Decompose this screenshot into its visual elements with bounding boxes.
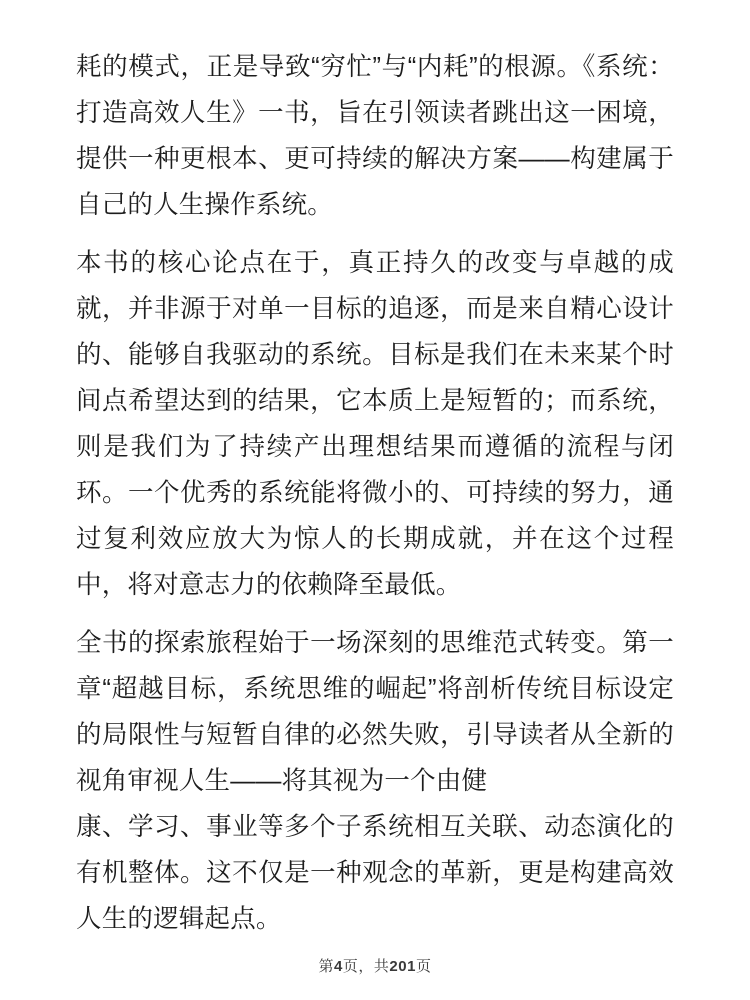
footer-current-page: 4 (334, 958, 343, 975)
footer-total-pages: 201 (389, 958, 416, 975)
paragraph-3: 全书的探索旅程始于一场深刻的思维范式转变。第一章“超越目标，系统思维的崛起”将剖析传统目标设定的局限性与短暂自律的必然失败，引导读者从全新的视角审视人生——将其视为一个由健 (76, 629, 674, 795)
footer-suffix: 页 (415, 958, 432, 975)
paragraph-2: 本书的核心论点在于，真正持久的改变与卓越的成就，并非源于对单一目标的追逐，而是来自精心设计的、能够自我驱动的系统。目标是我们在未来某个时间点希望达到的结果，它本质上是短暂的；而系统，则是我们为了持续产出理想结果而遵循的流程与闭环。一个优秀的系统能将微小的、可持续的努力，通过复利效应放大为惊人的长期成就，并在这个过程中，将对意志力的依赖降至最低。 (76, 249, 674, 599)
footer-prefix: 第 (318, 958, 335, 975)
footer-middle: 页，共 (342, 958, 390, 975)
page-footer (0, 955, 750, 976)
paragraph-4: 康、学习、事业等多个子系统相互关联、动态演化的有机整体。这不仅是一种观念的革新，更是构建高效人生的逻辑起点。 (76, 813, 674, 933)
paragraph-1: 耗的模式，正是导致“穷忙”与“内耗”的根源。《系统：打造高效人生》一书，旨在引领读者跳出这一困境，提供一种更根本、更可持续的解决方案——构建属于自己的人生操作系统。 (76, 53, 674, 219)
